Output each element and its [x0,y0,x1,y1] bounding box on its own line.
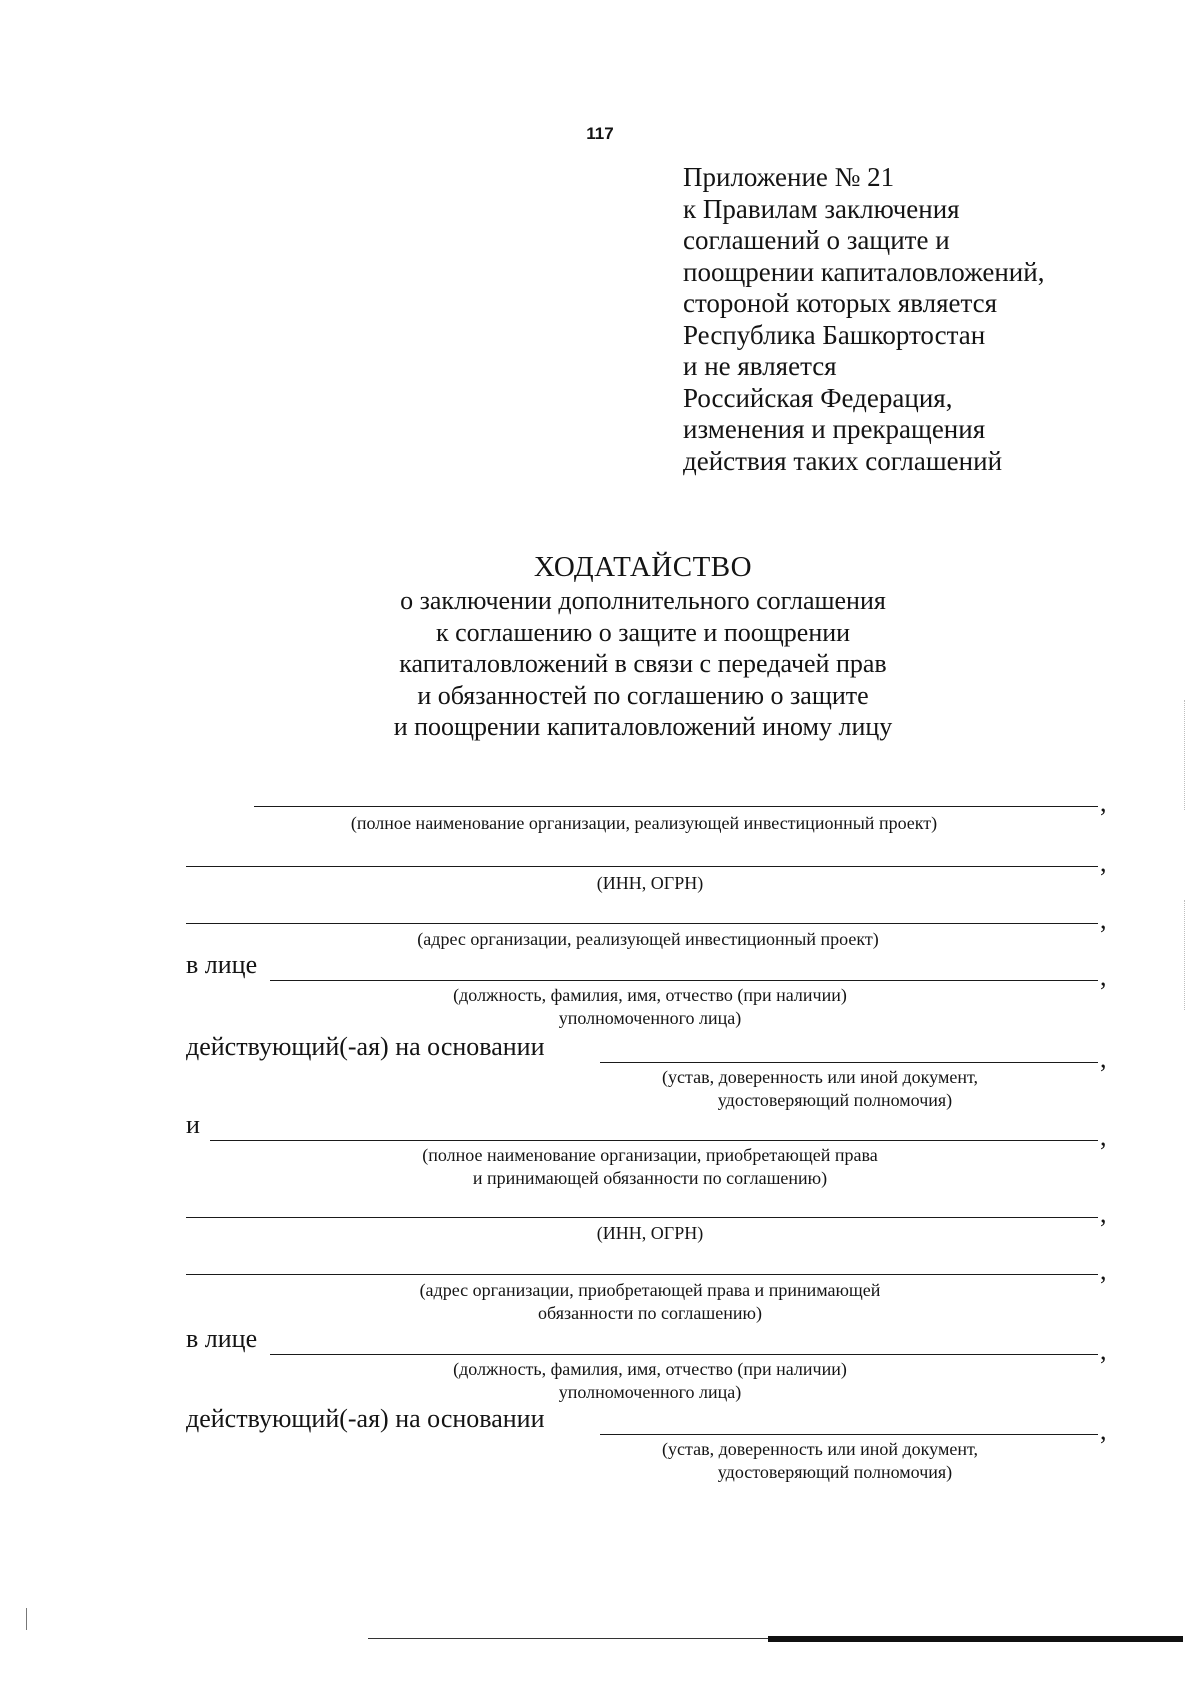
bottom-rule [368,1636,1183,1642]
acquirer-address-field[interactable] [186,1274,1098,1275]
in-person-label: в лице [186,950,258,979]
basis-document-field[interactable] [600,1062,1098,1063]
appendix-reference [683,162,1044,477]
appendix-line: действия таких соглашений [683,445,1003,476]
org-address-field[interactable] [186,923,1098,924]
acquirer-representative-caption: (должность, фамилия, имя, отчество (при наличии) [453,1359,847,1379]
appendix-line: Приложение № 21 [683,162,895,192]
comma: , [1100,962,1107,991]
page-number: 117 [586,124,614,143]
appendix-line: и не является [683,351,837,381]
appendix-line: поощрении капиталовложений, [683,256,1045,287]
comma: , [1100,1416,1107,1445]
org-address-caption: (адрес организации, реализующей инвестиционный проект) [417,929,879,949]
acquirer-name-field[interactable] [210,1140,1098,1141]
acquirer-name-caption: (полное наименование организации, приобретающей права [422,1145,878,1165]
comma: , [1100,788,1107,817]
appendix-line: стороной которых является [683,288,998,318]
representative-caption: (должность, фамилия, имя, отчество (при наличии) [453,985,847,1005]
acting-basis-label: действующий(-ая) на основании [186,1404,545,1433]
title-subline: о заключении дополнительного соглашения [400,586,886,615]
scan-margin-dots [1184,900,1186,1010]
org-name-caption: (полное наименование организации, реализующей инвестиционный проект) [350,813,938,833]
acquirer-name-caption: и принимающей обязанности по соглашению) [472,1168,828,1188]
comma: , [1100,1122,1107,1151]
acquirer-representative-caption: уполномоченного лица) [558,1382,742,1402]
acquirer-address-caption: (адрес организации, приобретающей права и принимающей [419,1280,881,1300]
acquirer-inn-ogrn-field[interactable] [186,1217,1098,1218]
acquirer-basis-document-field[interactable] [600,1434,1098,1435]
title-subline: капиталовложений в связи с передачей прав [399,649,887,678]
representative-caption: уполномоченного лица) [558,1008,742,1028]
comma: , [1100,905,1107,934]
comma: , [1100,1256,1107,1285]
basis-caption: (устав, доверенность или иной документ, [662,1067,978,1087]
appendix-line: Российская Федерация, [683,382,953,413]
document-title-block [348,549,938,743]
comma: , [1100,1199,1107,1228]
scan-edge-mark [26,1608,27,1630]
inn-ogrn-caption: (ИНН, ОГРН) [596,873,704,893]
representative-field[interactable] [270,980,1098,981]
comma: , [1100,1044,1107,1073]
acquirer-representative-field[interactable] [270,1354,1098,1355]
basis-caption: удостоверяющий полномочия) [717,1090,953,1110]
title-subline: и поощрении капиталовложений иному лицу [393,712,893,741]
appendix-line: Республика Башкортостан [683,319,986,350]
bottom-rule-thin [368,1638,788,1639]
title-subline: к соглашению о защите и поощрении [435,617,851,647]
in-person-label: в лице [186,1324,258,1353]
org-name-field[interactable] [254,806,1098,807]
comma: , [1100,1336,1107,1365]
acquirer-basis-caption: удостоверяющий полномочия) [717,1462,953,1482]
comma: , [1100,848,1107,877]
bottom-rule-thick [768,1636,1183,1642]
acquirer-address-caption: обязанности по соглашению) [538,1303,762,1323]
appendix-line: изменения и прекращения [683,414,986,444]
acquirer-basis-caption: (устав, доверенность или иной документ, [662,1439,978,1459]
title-subline: и обязанностей по соглашению о защите [417,680,869,710]
inn-ogrn-field[interactable] [186,866,1098,867]
appendix-line: соглашений о защите и [683,225,950,255]
acquirer-inn-ogrn-caption: (ИНН, ОГРН) [596,1223,704,1243]
appendix-line: к Правилам заключения [683,193,960,224]
document-title: ХОДАТАЙСТВО [533,551,753,583]
scan-margin-dots [1184,700,1186,810]
acting-basis-label: действующий(-ая) на основании [186,1032,545,1061]
and-label: и [186,1110,200,1139]
